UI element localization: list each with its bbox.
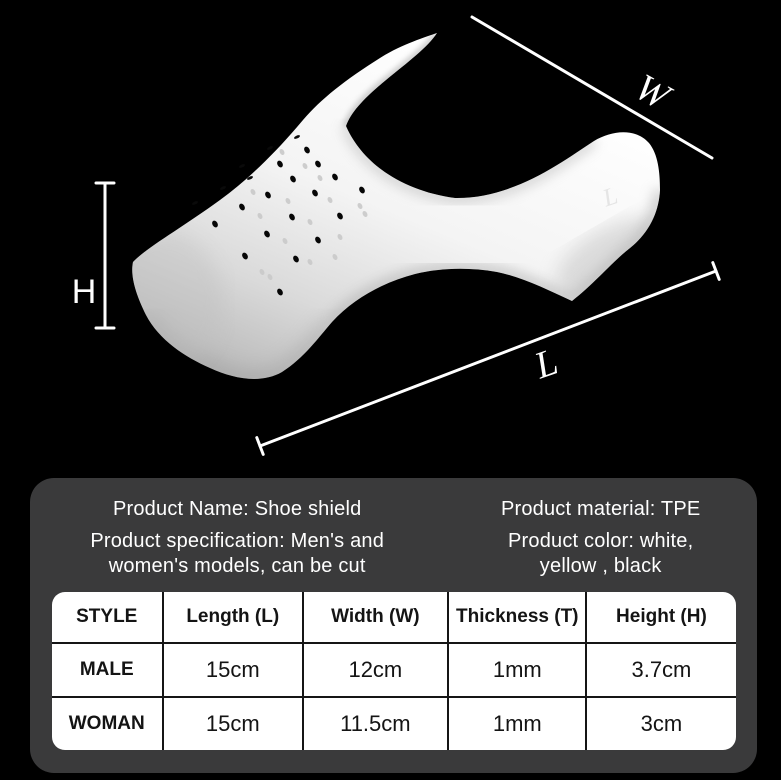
male-length-cell: 15cm — [163, 643, 303, 697]
table-header-width: Width (W) — [303, 592, 449, 643]
height-dimension-line — [96, 183, 114, 328]
product-color-text-line1: Product color: white, — [507, 530, 694, 552]
table-header-length: Length (L) — [163, 592, 303, 643]
table-row-woman — [52, 697, 736, 750]
table-header-thickness: Thickness (T) — [448, 592, 586, 643]
width-dimension-label: W — [627, 65, 677, 119]
product-spec-text-line2: women's models, can be cut — [108, 555, 366, 577]
product-material-text: Product material: TPE — [500, 498, 701, 520]
length-dimension-label: L — [529, 340, 564, 388]
table-header-style: STYLE — [52, 592, 163, 643]
mold-mark-letter: L — [599, 182, 622, 213]
width-dimension-line — [472, 17, 712, 158]
table-row-male — [52, 643, 736, 697]
male-height-cell: 3.7cm — [586, 643, 735, 697]
table-header-row — [52, 592, 736, 643]
woman-thickness-cell: 1mm — [448, 697, 586, 750]
male-style-cell: MALE — [52, 643, 163, 697]
product-spec-text-line1: Product specification: Men's and — [90, 530, 385, 552]
product-color-text-line2: yellow , black — [539, 555, 662, 577]
woman-height-cell: 3cm — [586, 697, 735, 750]
height-dimension-label: H — [71, 273, 97, 311]
info-panel — [30, 478, 757, 773]
woman-width-cell: 11.5cm — [303, 697, 449, 750]
product-info-text — [30, 496, 757, 579]
product-name-text: Product Name: Shoe shield — [112, 498, 362, 520]
woman-length-cell: 15cm — [163, 697, 303, 750]
size-table-container — [52, 592, 736, 750]
table-header-height: Height (H) — [586, 592, 735, 643]
shoe-shield-image — [107, 33, 681, 379]
male-width-cell: 12cm — [303, 643, 449, 697]
woman-style-cell: WOMAN — [52, 697, 163, 750]
male-thickness-cell: 1mm — [448, 643, 586, 697]
spec-table — [52, 592, 736, 750]
